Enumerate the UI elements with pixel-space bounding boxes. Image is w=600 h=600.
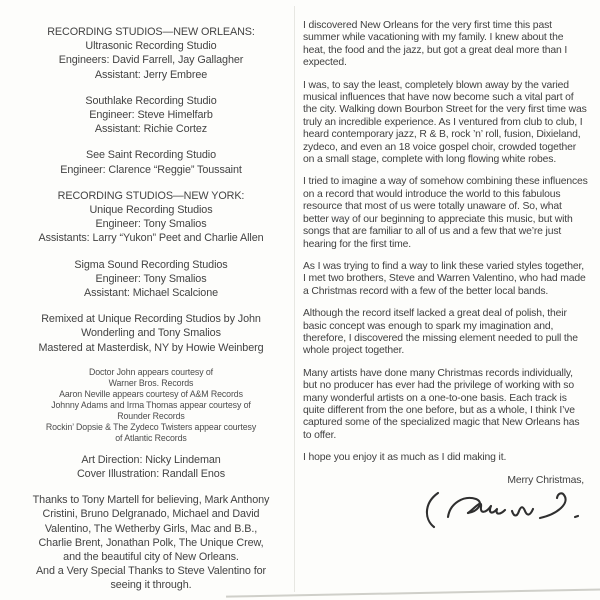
section-art-credits xyxy=(14,453,288,481)
courtesy-line: of Atlantic Records xyxy=(115,432,187,443)
credit-line: Engineer: Clarence “Reggie” Toussaint xyxy=(60,163,242,176)
credit-line: Engineers: David Farrell, Jay Gallagher xyxy=(58,54,244,67)
section-southlake xyxy=(14,94,288,137)
thanks-line: seeing it through. xyxy=(110,579,192,592)
courtesy-line: Aaron Neville appears courtesy of A&M Records xyxy=(59,388,243,399)
thanks-line: Charlie Brent, Jonathan Polk, The Unique Crew, xyxy=(38,536,264,549)
thanks-line: Thanks to Tony Martell for believing, Mark Anthony xyxy=(32,494,270,507)
courtesy-line: Johnny Adams and Irma Thomas appear courtesy of xyxy=(51,399,251,410)
liner-notes-column xyxy=(303,20,588,532)
credit-line: Assistants: Larry “Yukon” Peet and Charlie Allen xyxy=(38,232,264,245)
credit-line: Mastered at Masterdisk, NY by Howie Weinberg xyxy=(38,341,264,354)
thanks-line: Cristini, Bruno Delgranado, Michael and David xyxy=(42,508,260,521)
liner-paragraph: I discovered New Orleans for the very first time this past summer while vacationing with my family. I knew about the heat, the food and the jazz, but got a great deal more than I expected. xyxy=(303,20,568,69)
courtesy-line: Rounder Records xyxy=(117,410,185,421)
section-remix-master xyxy=(14,312,288,355)
credits-column xyxy=(14,25,288,593)
liner-notes-paragraphs xyxy=(303,20,588,465)
credit-line: Remixed at Unique Recording Studios by John xyxy=(41,313,261,326)
credit-line: Unique Recording Studios xyxy=(89,204,213,217)
section-thanks xyxy=(14,493,288,592)
thanks-line: and the beautiful city of New Orleans. xyxy=(63,551,239,564)
signature-scrawl-icon xyxy=(418,488,586,532)
credit-line: RECORDING STUDIOS—NEW ORLEANS: xyxy=(47,26,255,38)
section-studios-new-york xyxy=(14,189,288,246)
credit-line: Sigma Sound Recording Studios xyxy=(74,258,228,271)
thanks-line: And a Very Special Thanks to Steve Valentino for xyxy=(35,565,267,578)
credit-line: RECORDING STUDIOS—NEW YORK: xyxy=(57,189,245,202)
credit-line: Engineer: Tony Smalios xyxy=(95,272,207,285)
closing-line: Merry Christmas, xyxy=(507,474,584,486)
credit-line: See Saint Recording Studio xyxy=(85,149,217,162)
credit-line: Cover Illustration: Randall Enos xyxy=(76,468,226,481)
column-divider xyxy=(294,6,295,592)
credit-line: Assistant: Richie Cortez xyxy=(94,123,208,136)
credit-line: Ultrasonic Recording Studio xyxy=(85,40,217,53)
liner-paragraph: As I was trying to find a way to link these varied styles together, I met two brothers, Steve and Warren Valentino, who had made a Christmas record with a few of the better local bands. xyxy=(303,260,586,297)
liner-paragraph: I tried to imagine a way of somehow combining these influences on a record that would introduce the world to this fabulous resource that most of us were totally unaware of. So, what better way of our beginning to appreciate this music, but with songs that are familiar to all of us and a few that we’re just hearing for the first time. xyxy=(303,176,588,250)
liner-paragraph: I was, to say the least, completely blown away by the varied musical influences that have now become such a vital part of the city. Walking down Bourbon Street for the very first time was truly an incredible experience. As I ventured from club to club, I heard contemporary jazz, R & B, rock ’n’ roll, fusion, Dixieland, zydeco, and even an 18 voice gospel choir, crowded together on a small stage, complete with long flowing white robes. xyxy=(303,79,587,166)
liner-paragraph: Although the record itself lacked a great deal of polish, their basic concept was enough to spark my imagination and, therefore, I discovered the missing element needed to pull the whole project together. xyxy=(303,308,578,357)
section-sigma-sound xyxy=(14,258,288,301)
credit-line: Southlake Recording Studio xyxy=(85,94,217,107)
section-courtesy-notices xyxy=(14,367,288,444)
signature xyxy=(303,488,588,532)
credit-line: Art Direction: Nicky Lindeman xyxy=(81,453,221,466)
courtesy-line: Warner Bros. Records xyxy=(108,377,194,388)
credit-line: Engineer: Tony Smalios xyxy=(95,218,207,231)
liner-paragraph: I hope you enjoy it as much as I did making it. xyxy=(303,452,507,464)
section-studios-new-orleans xyxy=(14,25,288,82)
thanks-line: Valentino, The Wetherby Girls, Mac and B.B., xyxy=(44,522,258,535)
liner-paragraph: Many artists have done many Christmas records individually, but no producer has ever had the privilege of working with so many wonderful artists on a one-to-one basis. Each track is quite different from the one before, but as a whole, I think I’ve captured some of the specialized magic that New Orleans has to offer. xyxy=(303,367,580,441)
section-see-saint xyxy=(14,148,288,176)
courtesy-line: Doctor John appears courtesy of xyxy=(88,366,214,377)
courtesy-line: Rockin’ Dopsie & The Zydeco Twisters appear courtesy xyxy=(45,421,257,432)
credit-line: Assistant: Jerry Embree xyxy=(94,68,208,81)
credit-line: Engineer: Steve Himelfarb xyxy=(89,109,213,122)
credit-line: Assistant: Michael Scalcione xyxy=(83,287,219,300)
credit-line: Wonderling and Tony Smalios xyxy=(81,327,221,340)
